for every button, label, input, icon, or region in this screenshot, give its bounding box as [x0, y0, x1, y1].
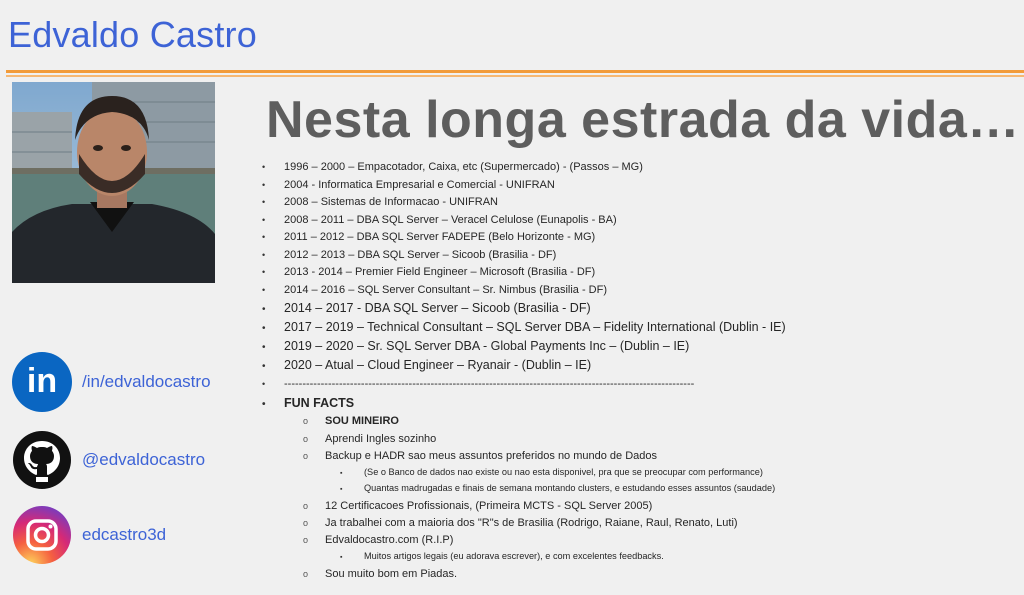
linkedin-row[interactable] — [12, 352, 211, 412]
slide-title: Nesta longa estrada da vida… — [266, 91, 1020, 149]
career-item: • 1996 – 2000 – Empacotador, Caixa, etc (Supermercado) - (Passos – MG) — [262, 161, 643, 173]
header-rule — [6, 70, 1024, 73]
instagram-handle[interactable]: edcastro3d — [82, 525, 167, 544]
fun-facts-heading: • FUN FACTS — [262, 396, 355, 410]
fun-fact-item: o Aprendi Ingles sozinho — [303, 433, 437, 445]
fun-fact-subitem: ▪ (Se o Banco de dados nao existe ou nao esta disponivel, pra que se preocupar com performance) — [340, 467, 763, 477]
career-item: • 2013 - 2014 – Premier Field Engineer – Microsoft (Brasilia - DF) — [262, 266, 596, 278]
fun-fact-subitem: ▪ Muitos artigos legais (eu adorava escrever), e com excelentes feedbacks. — [340, 551, 664, 561]
github-icon[interactable] — [12, 430, 72, 490]
linkedin-icon[interactable]: in — [12, 352, 72, 412]
fun-fact-subitem: ▪ Quantas madrugadas e finais de semana montando clusters, e estudando esses assuntos (saudade) — [340, 483, 776, 493]
career-item: • 2012 – 2013 – DBA SQL Server – Sicoob (Brasilia - DF) — [262, 249, 557, 261]
divider-line: • ---------------------------------------------------------------------------------------------------------------- — [262, 378, 695, 390]
career-item: • 2014 – 2016 – SQL Server Consultant – Sr. Nimbus (Brasilia - DF) — [262, 284, 608, 296]
career-item: • 2008 – Sistemas de Informacao - UNIFRAN — [262, 196, 498, 208]
career-item: • 2019 – 2020 – Sr. SQL Server DBA - Global Payments Inc – (Dublin – IE) — [262, 339, 690, 353]
career-item: • 2004 - Informatica Empresarial e Comercial - UNIFRAN — [262, 179, 555, 191]
fun-fact-item: o Edvaldocastro.com (R.I.P) — [303, 534, 454, 546]
github-row[interactable] — [12, 430, 205, 490]
presenter-name: Edvaldo Castro — [8, 14, 257, 55]
header-rule-secondary — [6, 75, 1024, 77]
fun-fact-item: o Backup e HADR sao meus assuntos preferidos no mundo de Dados — [303, 450, 658, 462]
fun-fact-item: o Sou muito bom em Piadas. — [303, 568, 458, 580]
career-item: • 2014 – 2017 - DBA SQL Server – Sicoob (Brasilia - DF) — [262, 301, 591, 315]
career-item: • 2020 – Atual – Cloud Engineer – Ryanair - (Dublin – IE) — [262, 358, 592, 372]
fun-fact-item: o Ja trabalhei com a maioria dos "R"s de Brasilia (Rodrigo, Raiane, Raul, Renato, Luti) — [303, 517, 738, 529]
career-item: • 2008 – 2011 – DBA SQL Server – Veracel Celulose (Eunapolis - BA) — [262, 214, 617, 226]
career-item: • 2011 – 2012 – DBA SQL Server FADEPE (Belo Horizonte - MG) — [262, 231, 596, 243]
github-handle[interactable]: @edvaldocastro — [82, 450, 206, 469]
career-item: • 2017 – 2019 – Technical Consultant – SQL Server DBA – Fidelity International (Dublin - IE) — [262, 320, 786, 334]
profile-photo — [12, 82, 215, 283]
linkedin-handle[interactable]: /in/edvaldocastro — [82, 372, 211, 391]
fun-fact-item: o 12 Certificacoes Profissionais, (Primeira MCTS - SQL Server 2005) — [303, 500, 653, 512]
fun-fact-item: o SOU MINEIRO — [303, 415, 399, 427]
instagram-row[interactable] — [12, 505, 166, 565]
instagram-icon[interactable] — [12, 505, 72, 565]
